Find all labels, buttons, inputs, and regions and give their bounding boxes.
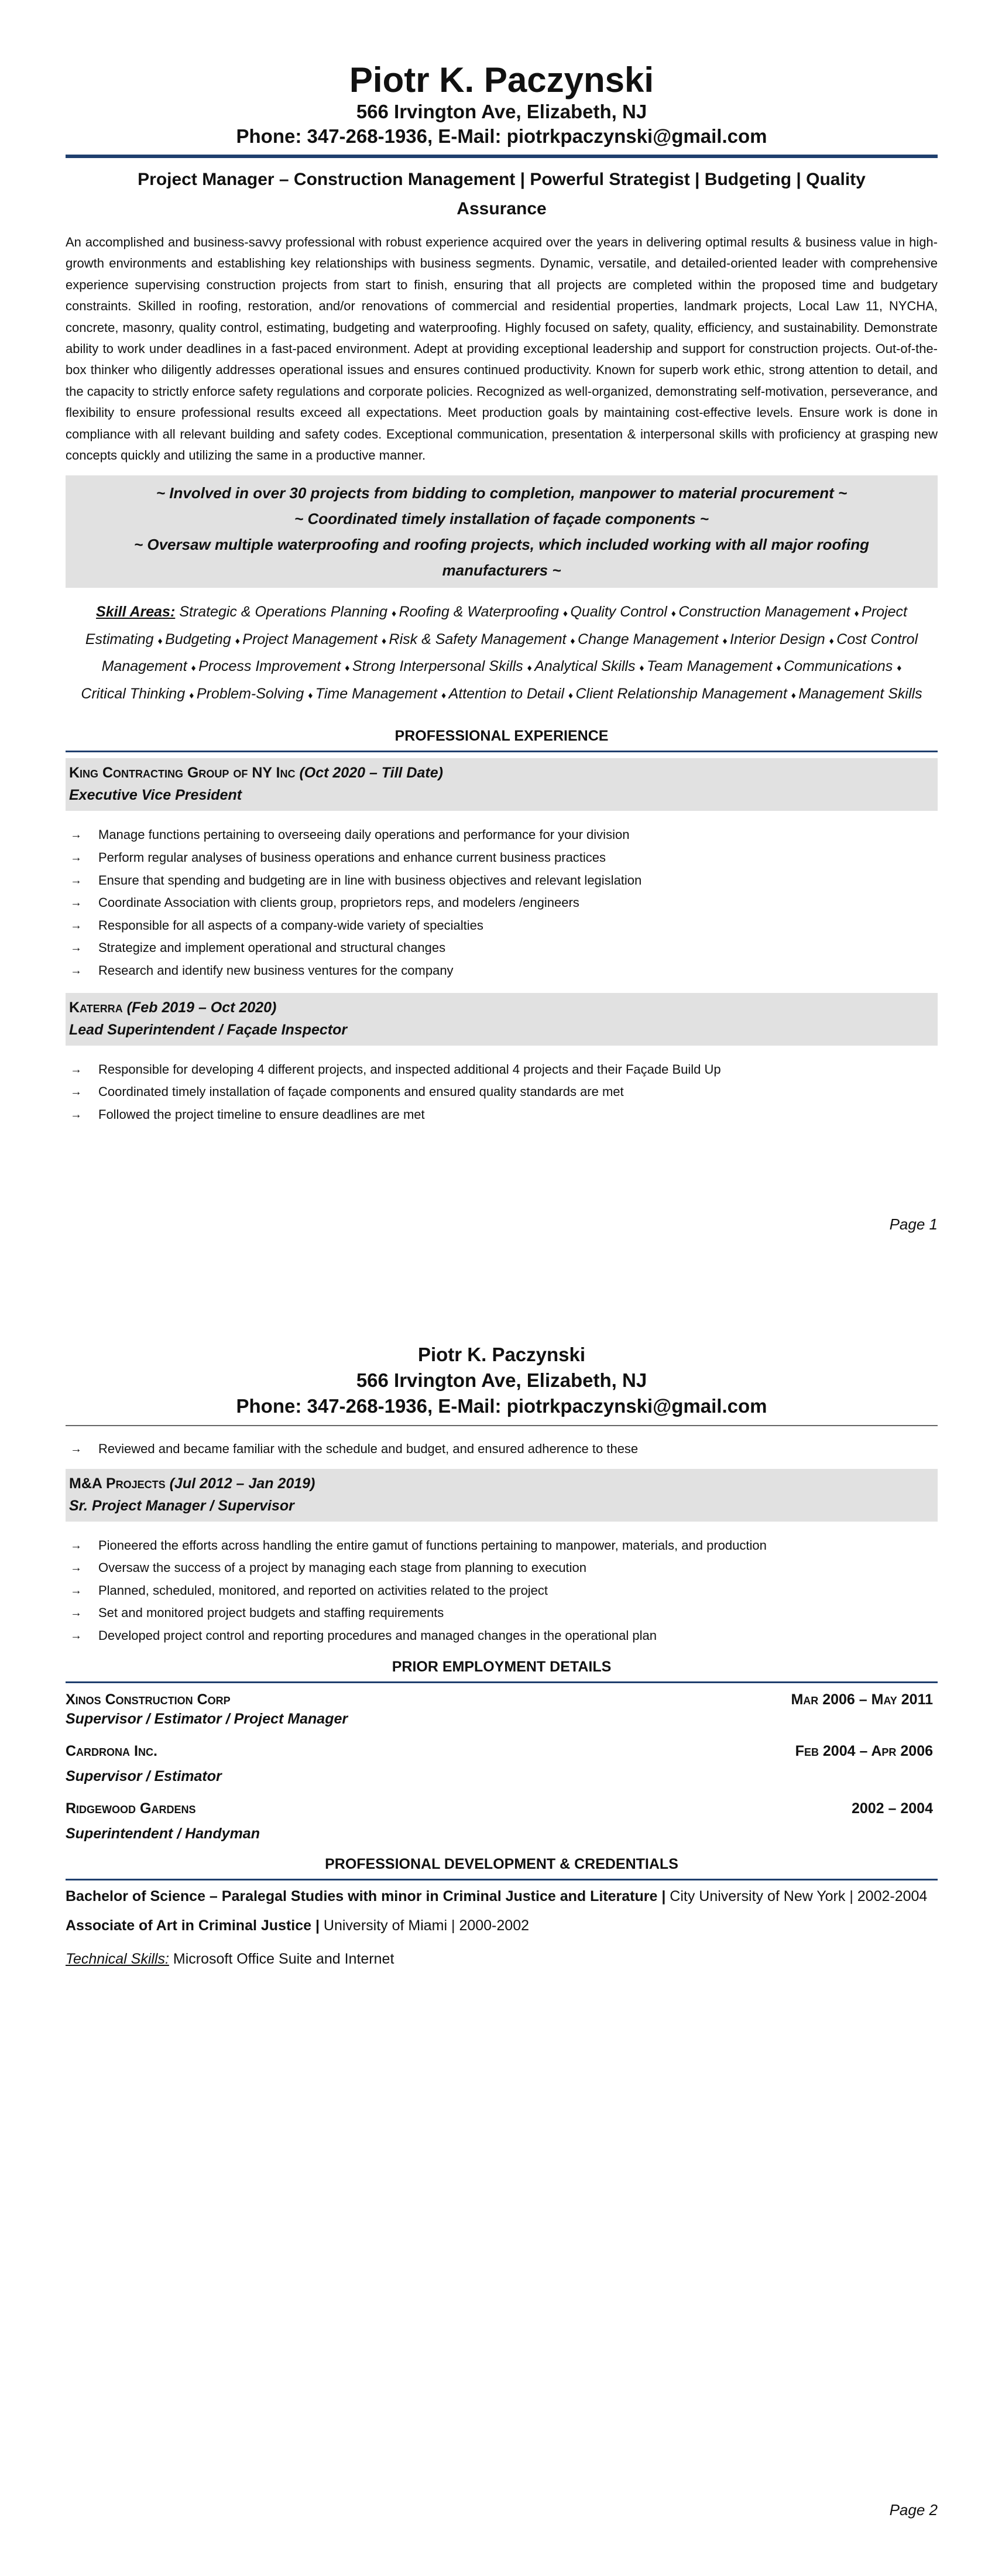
page-2-content <box>66 1342 938 1968</box>
prior-item <box>66 1742 938 1786</box>
list-item: → Reviewed and became familiar with the schedule and budget, and ensured adherence to these <box>70 1438 938 1461</box>
arrow-icon: → <box>70 1606 82 1620</box>
arrow-icon: → <box>70 828 82 842</box>
address: 566 Irvington Ave, Elizabeth, NJ <box>356 1369 647 1391</box>
prior-item <box>66 1799 938 1844</box>
address: 566 Irvington Ave, Elizabeth, NJ <box>356 101 647 122</box>
skill-item: Cost Control Management <box>101 631 918 675</box>
list-item: → Pioneered the efforts across handling the entire gamut of functions pertaining to manpower, materials, and production <box>70 1534 938 1557</box>
skill-areas <box>66 588 938 708</box>
arrow-icon: → <box>70 1063 82 1076</box>
list-item: → Manage functions pertaining to overseeing daily operations and performance for your division <box>70 824 938 847</box>
job-role: Supervisor / Estimator / Project Manager <box>66 1710 348 1727</box>
list-item: → Strategize and implement operational and structural changes <box>70 937 938 960</box>
job-bullets <box>66 1438 938 1461</box>
skill-item: Critical Thinking <box>81 685 186 702</box>
diamond-bullet-icon: ♦ <box>570 636 578 646</box>
skill-item: Management Skills <box>798 685 922 702</box>
technical-skills <box>66 1951 938 1968</box>
diamond-bullet-icon: ♦ <box>897 663 902 674</box>
education-detail: University of Miami | 2000-2002 <box>319 1917 530 1934</box>
skill-item: Risk & Safety Management <box>389 631 567 648</box>
candidate-name: Piotr K. Paczynski <box>349 60 654 100</box>
job-header <box>66 758 938 811</box>
section-title-credentials: PROFESSIONAL DEVELOPMENT & CREDENTIALS <box>325 1855 678 1872</box>
skill-item: Construction Management <box>678 604 850 621</box>
diamond-bullet-icon: ♦ <box>562 609 571 619</box>
education-detail: City University of New York | 2002-2004 <box>665 1888 928 1904</box>
job-bullets <box>66 824 938 982</box>
diamond-bullet-icon: ♦ <box>776 663 784 674</box>
skill-item: Project Management <box>242 631 378 648</box>
list-item: → Perform regular analyses of business operations and enhance current business practices <box>70 847 938 869</box>
diamond-bullet-icon: ♦ <box>345 663 352 674</box>
skill-item: Roofing & Waterproofing <box>399 604 559 621</box>
diamond-bullet-icon: ♦ <box>829 636 837 646</box>
contact-line: Phone: 347-268-1936, E-Mail: piotrkpaczynski@gmail.com <box>236 125 767 147</box>
list-item: → Responsible for developing 4 different projects, and inspected additional 4 projects and their Façade Build Up <box>70 1059 938 1081</box>
list-item: → Oversaw the success of a project by managing each stage from planning to execution <box>70 1557 938 1580</box>
highlight-item: ~ Oversaw multiple waterproofing and roofing projects, which included working with all major roofing manufacturers ~ <box>133 536 870 580</box>
education-item <box>66 1884 938 1909</box>
company-name: Xinos Construction Corp <box>66 1691 231 1708</box>
list-item: → Coordinate Association with clients group, proprietors reps, and modelers /engineers <box>70 892 938 914</box>
list-item: → Developed project control and reporting procedures and managed changes in the operational plan <box>70 1625 938 1647</box>
skill-item: Process Improvement <box>198 658 341 675</box>
highlight-item: ~ Involved in over 30 projects from bidding to completion, manpower to material procurement ~ <box>156 484 848 502</box>
list-item: → Responsible for all aspects of a company-wide variety of specialties <box>70 914 938 937</box>
education-item <box>66 1913 938 1938</box>
job-role: Supervisor / Estimator <box>66 1767 222 1784</box>
arrow-icon: → <box>70 851 82 865</box>
diamond-bullet-icon: ♦ <box>568 690 576 701</box>
arrow-icon: → <box>70 896 82 910</box>
job-role: Executive Vice President <box>69 787 242 804</box>
job-dates: (Oct 2020 – Till Date) <box>299 765 443 782</box>
section-divider <box>66 1879 938 1880</box>
diamond-bullet-icon: ♦ <box>639 663 647 674</box>
skill-item: Problem-Solving <box>196 685 304 702</box>
prior-item <box>66 1690 938 1729</box>
arrow-icon: → <box>70 1629 82 1642</box>
company-name: Cardrona Inc. <box>66 1742 157 1759</box>
degree: Associate of Art in Criminal Justice | <box>66 1917 320 1934</box>
diamond-bullet-icon: ♦ <box>854 609 862 619</box>
skill-item: Strong Interpersonal Skills <box>352 658 523 675</box>
page-1-content <box>66 61 938 1126</box>
diamond-bullet-icon: ♦ <box>235 636 243 646</box>
diamond-bullet-icon: ♦ <box>722 636 730 646</box>
job-role: Sr. Project Manager / Supervisor <box>69 1497 294 1514</box>
headline-line-1: Project Manager – Construction Management | Powerful Strategist | Budgeting | Quality <box>138 170 866 189</box>
diamond-bullet-icon: ♦ <box>381 636 389 646</box>
arrow-icon: → <box>70 1085 82 1099</box>
job-dates: (Jul 2012 – Jan 2019) <box>169 1475 315 1492</box>
list-item: → Planned, scheduled, monitored, and reported on activities related to the project <box>70 1580 938 1602</box>
highlights-banner <box>66 475 938 588</box>
section-divider <box>66 1681 938 1683</box>
skill-item: Communications <box>784 658 893 675</box>
diamond-bullet-icon: ♦ <box>157 636 166 646</box>
skill-item: Change Management <box>578 631 719 648</box>
diamond-bullet-icon: ♦ <box>527 663 535 674</box>
skill-item: Team Management <box>647 658 773 675</box>
job-header <box>66 1469 938 1522</box>
company-name: M&A Projects <box>69 1475 166 1492</box>
page-number: Page 2 <box>889 2501 938 2519</box>
skill-item: Client Relationship Management <box>575 685 787 702</box>
diamond-bullet-icon: ♦ <box>308 690 315 701</box>
skill-item: Quality Control <box>570 604 667 621</box>
list-item: → Followed the project timeline to ensure deadlines are met <box>70 1104 938 1126</box>
skill-item: Strategic & Operations Planning <box>179 604 388 621</box>
page-2 <box>0 1288 995 2576</box>
header-divider <box>66 155 938 158</box>
job-role: Lead Superintendent / Façade Inspector <box>69 1021 348 1038</box>
skill-item: Analytical Skills <box>534 658 636 675</box>
skill-item: Attention to Detail <box>448 685 564 702</box>
technical-skills-value: Microsoft Office Suite and Internet <box>169 1950 394 1967</box>
arrow-icon: → <box>70 1443 82 1455</box>
contact-line: Phone: 347-268-1936, E-Mail: piotrkpaczynski@gmail.com <box>236 1395 767 1417</box>
diamond-bullet-icon: ♦ <box>671 609 679 619</box>
job-dates: (Feb 2019 – Oct 2020) <box>126 999 277 1016</box>
section-divider <box>66 751 938 752</box>
section-title-experience: PROFESSIONAL EXPERIENCE <box>394 728 609 745</box>
header-divider <box>66 1425 938 1426</box>
arrow-icon: → <box>70 919 82 932</box>
arrow-icon: → <box>70 964 82 978</box>
highlight-item: ~ Coordinated timely installation of façade components ~ <box>294 510 709 528</box>
technical-skills-label: Technical Skills: <box>66 1950 169 1967</box>
arrow-icon: → <box>70 941 82 955</box>
profile-summary: An accomplished and business-savvy professional with robust experience acquired over the years in delivering optimal results & business value in high-growth environments and establishing key relationships with business segments. Dynamic, versatile, and detailed-oriented leader with comprehensive experience supervising construction projects from start to finish, ensuring that all projects are completed within the proposed time and budgetary constraints. Skilled in roofing, restoration, and/or renovations of commercial and residential properties, landmark projects, Local Law 11, NYCHA, concrete, masonry, quality control, estimating, budgeting and waterproofing. Highly focused on safety, quality, efficiency, and sustainability. Demonstrate ability to work under deadlines in a fast-paced environment. Adept at providing exceptional leadership and support for construction projects. Out-of-the-box thinker who diligently addresses operational issues and ensures continued productivity. Known for superb work ethic, strong attention to detail, and the capacity to strictly enforce safety regulations and corporate policies. Recognized as well-organized, demonstrating self-motivation, perseverance, and flexibility to ensure professional results exceed all expectations. Meet production goals by maintaining cost-effective levels. Ensure work is done in compliance with all relevant building and safety codes. Exceptional communication, presentation & interpersonal skills with proficiency at grasping new concepts quickly and utilizing the same in a productive manner. <box>66 235 938 463</box>
job-dates: 2002 – 2004 <box>851 1800 933 1817</box>
company-name: King Contracting Group of NY Inc <box>69 765 296 782</box>
skill-item: Budgeting <box>165 631 231 648</box>
job-bullets <box>66 1059 938 1126</box>
list-item: → Research and identify new business ventures for the company <box>70 960 938 982</box>
arrow-icon: → <box>70 1539 82 1552</box>
job-role: Superintendent / Handyman <box>66 1825 260 1842</box>
arrow-icon: → <box>70 1108 82 1121</box>
company-name: Ridgewood Gardens <box>66 1800 196 1817</box>
arrow-icon: → <box>70 873 82 887</box>
candidate-name: Piotr K. Paczynski <box>417 1344 586 1365</box>
company-name: Katerra <box>69 999 123 1016</box>
headline <box>66 165 938 224</box>
list-item: → Ensure that spending and budgeting are in line with business objectives and relevant legislation <box>70 869 938 892</box>
job-dates: Mar 2006 – May 2011 <box>791 1691 933 1708</box>
job-dates: Feb 2004 – Apr 2006 <box>795 1742 933 1759</box>
diamond-bullet-icon: ♦ <box>791 690 799 701</box>
diamond-bullet-icon: ♦ <box>391 609 399 619</box>
section-title-prior: PRIOR EMPLOYMENT DETAILS <box>392 1658 612 1675</box>
headline-line-2: Assurance <box>457 199 547 218</box>
page-number: Page 1 <box>889 1215 938 1233</box>
skill-item: Project Estimating <box>85 604 907 648</box>
arrow-icon: → <box>70 1584 82 1597</box>
diamond-bullet-icon: ♦ <box>191 663 199 674</box>
diamond-bullet-icon: ♦ <box>441 690 449 701</box>
arrow-icon: → <box>70 1561 82 1575</box>
degree: Bachelor of Science – Paralegal Studies with minor in Criminal Justice and Literature | <box>66 1888 666 1904</box>
job-bullets <box>66 1534 938 1647</box>
diamond-bullet-icon: ♦ <box>189 690 197 701</box>
job-header <box>66 993 938 1046</box>
list-item: → Coordinated timely installation of façade components and ensured quality standards are met <box>70 1081 938 1104</box>
skill-areas-label: Skill Areas: <box>96 604 176 621</box>
skill-item: Interior Design <box>730 631 825 648</box>
list-item: → Set and monitored project budgets and staffing requirements <box>70 1602 938 1625</box>
skill-item: Time Management <box>315 685 437 702</box>
